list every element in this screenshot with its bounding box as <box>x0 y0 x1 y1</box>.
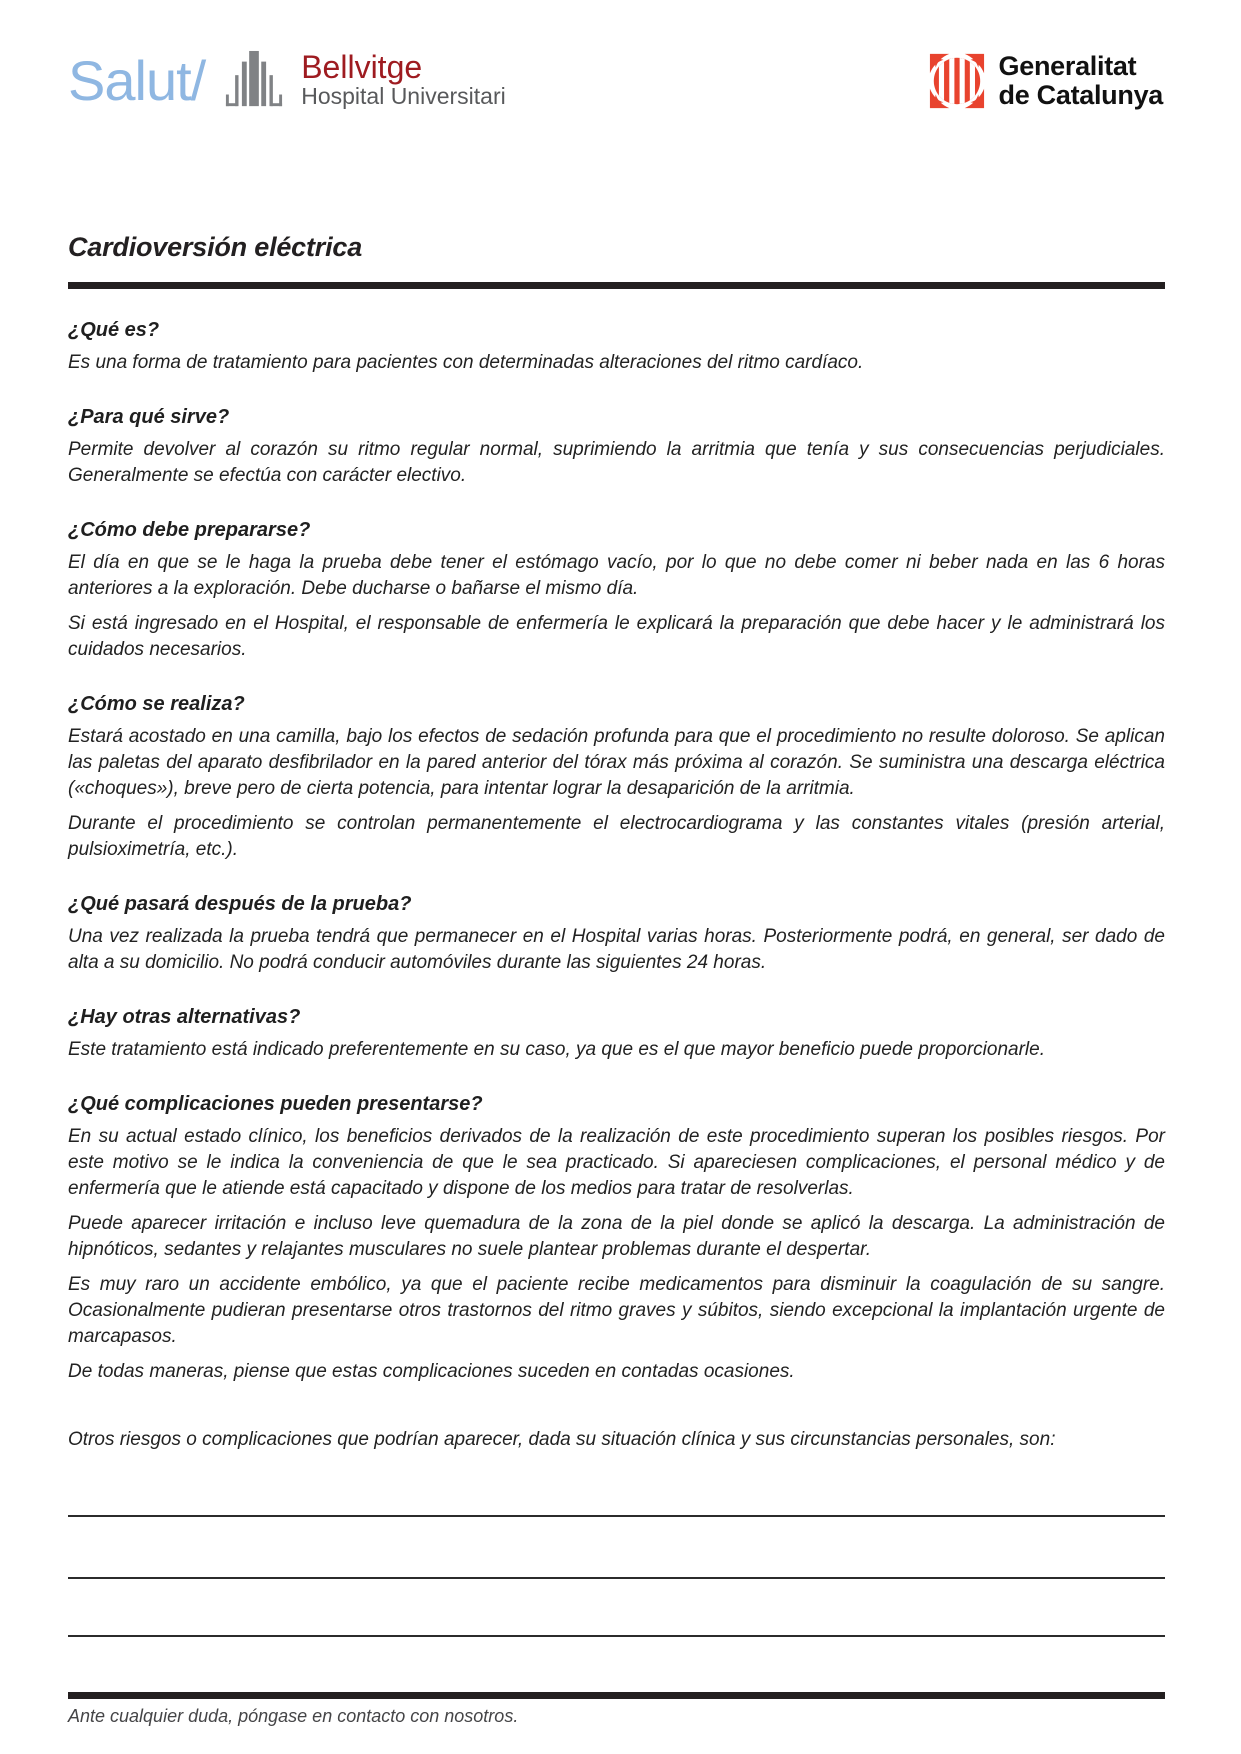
salut-logo-text: Salut/ <box>68 49 206 112</box>
other-risks-intro: Otros riesgos o complicaciones que podrían aparecer, dada su situación clínica y sus circunstancias personales, son: <box>68 1429 1056 1450</box>
section-como-se-realiza <box>68 693 1165 863</box>
page-content <box>68 0 1165 1472</box>
section-que-pasara-despues <box>68 893 1165 976</box>
bellvitge-wordmark <box>301 51 506 110</box>
blank-write-line <box>68 1635 1165 1637</box>
section-heading: ¿Qué pasará después de la prueba? <box>68 893 412 915</box>
section-como-debe-prepararse <box>68 519 1165 663</box>
blank-write-line <box>68 1577 1165 1579</box>
section-paragraph: Este tratamiento está indicado preferentemente en su caso, ya que es el que mayor beneficio puede proporcionarle. <box>68 1039 1045 1060</box>
salut-bellvitge-logo <box>68 50 506 110</box>
section-heading: ¿Hay otras alternativas? <box>68 1006 301 1028</box>
section-paragraph: Es muy raro un accidente embólico, ya que el paciente recibe medicamentos para disminuir la coagulación de su sangre. Ocasionalmente pudieran presentarse otros trastornos del ritmo graves y súbitos, siendo excepcional la implantación urgente de marcapasos. <box>68 1274 1165 1347</box>
section-paragraph: Una vez realizada la prueba tendrá que permanecer en el Hospital varias horas. Posteriormente podrá, en general, ser dado de alta a su domicilio. No podrá conducir automóviles durante las siguientes 24 horas. <box>68 926 1165 973</box>
generalitat-shield-icon <box>928 52 986 110</box>
generalitat-line1: Generalitat <box>998 51 1137 81</box>
section-paragraph: El día en que se le haga la prueba debe tener el estómago vacío, por lo que no debe comer ni beber nada en las 6 horas anteriores a la exploración. Debe ducharse o bañarse el mismo día. <box>68 552 1165 599</box>
section-heading: ¿Cómo debe prepararse? <box>68 519 311 541</box>
generalitat-wordmark <box>999 52 1163 110</box>
hospital-subtitle: Hospital Universitari <box>301 83 506 109</box>
section-para-que-sirve <box>68 406 1165 489</box>
section-paragraph: Estará acostado en una camilla, bajo los efectos de sedación profunda para que el procedimiento no resulte doloroso. Se aplican las paletas del aparato desfibrilador en la pared anterior del tórax más próxima al corazón. Se suministra una descarga eléctrica («choques»), breve pero de cierta potencia, para intentar lograr la desaparición de la arritmia. <box>68 726 1165 799</box>
generalitat-line2: de Catalunya <box>998 80 1163 110</box>
section-paragraph: En su actual estado clínico, los beneficios derivados de la realización de este procedimiento superan los posibles riesgos. Por este motivo se le indica la conveniencia de que le sea practicado. Si apareciesen complicaciones, el personal médico y de enfermería que le atiende está capacitado y dispone de los medios para tratar de resolverlas. <box>68 1126 1165 1199</box>
section-que-es <box>68 319 1165 376</box>
section-hay-otras-alternativas <box>68 1006 1165 1063</box>
title-rule <box>68 282 1165 289</box>
section-que-complicaciones <box>68 1093 1165 1385</box>
hospital-name: Bellvitge <box>301 49 423 85</box>
generalitat-logo <box>928 52 1163 110</box>
blank-write-line <box>68 1515 1165 1517</box>
section-paragraph: Puede aparecer irritación e incluso leve quemadura de la zona de la piel donde se aplicó la descarga. La administración de hipnóticos, sedantes y relajantes musculares no suele plantear problemas durante el despertar. <box>68 1213 1165 1260</box>
footer-rule <box>68 1692 1165 1699</box>
section-paragraph: Durante el procedimiento se controlan permanentemente el electrocardiograma y las constantes vitales (presión arterial, pulsioximetría, etc.). <box>68 813 1165 860</box>
section-heading: ¿Cómo se realiza? <box>68 693 245 715</box>
section-heading: ¿Qué complicaciones pueden presentarse? <box>68 1093 483 1115</box>
section-heading: ¿Para qué sirve? <box>68 406 230 428</box>
section-paragraph: Permite devolver al corazón su ritmo regular normal, suprimiendo la arritmia que tenía y sus consecuencias perjudiciales. Generalmente se efectúa con carácter electivo. <box>68 439 1165 486</box>
section-paragraph: Si está ingresado en el Hospital, el responsable de enfermería le explicará la preparación que debe hacer y le administrará los cuidados necesarios. <box>68 613 1165 660</box>
document-header <box>68 50 1165 116</box>
section-heading: ¿Qué es? <box>68 319 160 341</box>
section-paragraph: De todas maneras, piense que estas complicaciones suceden en contadas ocasiones. <box>68 1361 795 1382</box>
footer-note: Ante cualquier duda, póngase en contacto con nosotros. <box>68 1706 519 1726</box>
section-paragraph: Es una forma de tratamiento para pacientes con determinadas alteraciones del ritmo cardíaco. <box>68 352 864 373</box>
page-title: Cardioversión eléctrica <box>68 232 363 262</box>
hospital-building-icon <box>223 50 285 110</box>
